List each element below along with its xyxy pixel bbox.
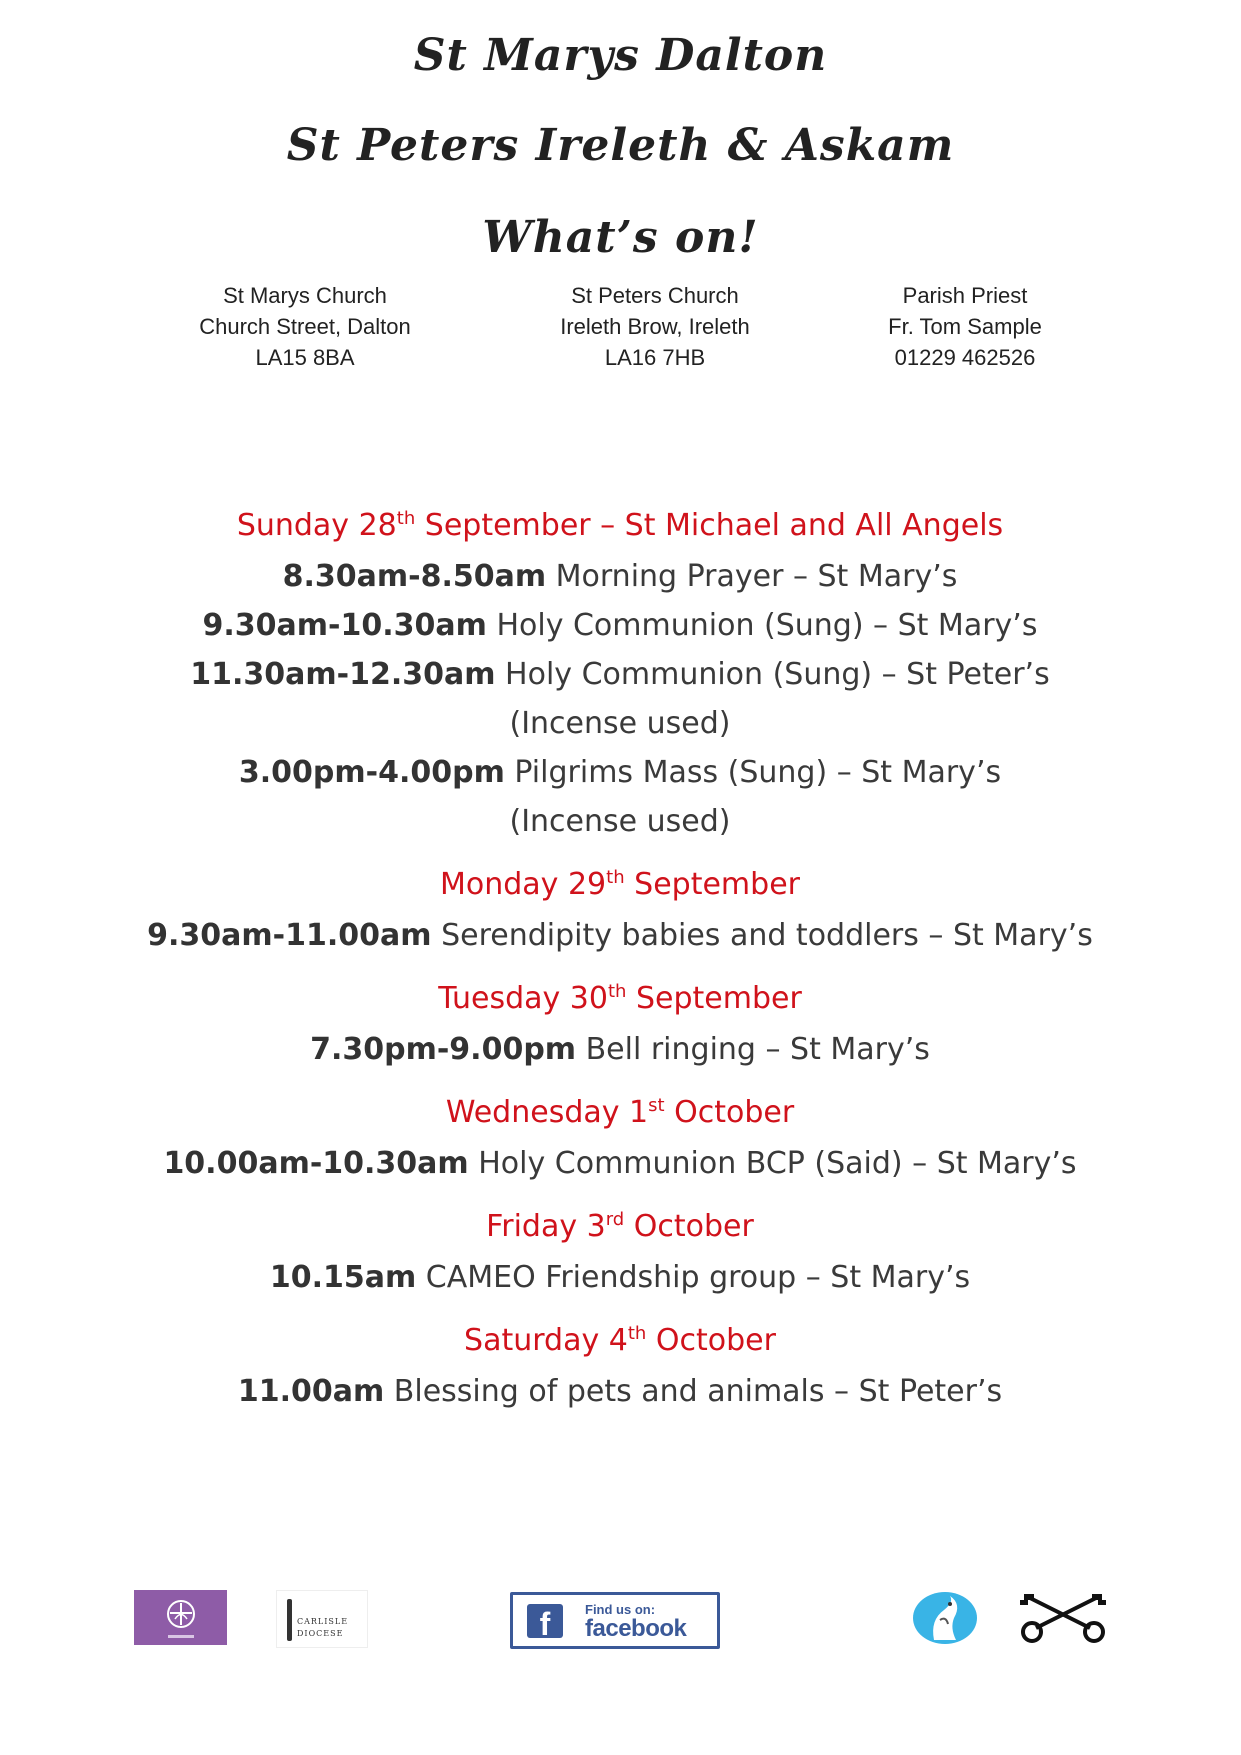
event-description: Blessing of pets and animals – St Peter’s	[384, 1374, 1003, 1409]
event-row	[60, 1139, 1180, 1188]
event-time: 3.00pm-4.00pm	[238, 755, 505, 790]
event-description: (Incense used)	[509, 804, 731, 839]
event-row	[60, 650, 1180, 699]
event-time: 11.00am	[237, 1374, 385, 1409]
event-description: (Incense used)	[509, 706, 731, 741]
event-description: Serendipity babies and toddlers – St Mary’s	[431, 918, 1093, 953]
address-line: Church Street, Dalton	[199, 314, 411, 339]
event-time: 9.30am-11.00am	[147, 918, 432, 953]
event-description: Pilgrims Mass (Sung) – St Mary’s	[504, 755, 1002, 790]
event-time: 11.30am-12.30am	[190, 657, 496, 692]
address-line: LA15 8BA	[255, 345, 355, 370]
events-schedule	[60, 500, 1180, 1429]
day-heading: Wednesday 1st October	[445, 1095, 795, 1130]
day-heading: Tuesday 30th September	[438, 981, 802, 1016]
event-description: Morning Prayer – St Mary’s	[546, 559, 958, 594]
event-row	[60, 911, 1180, 960]
event-time: 10.15am	[269, 1260, 417, 1295]
church-cross-icon	[164, 1597, 198, 1631]
event-description: Holy Communion (Sung) – St Peter’s	[495, 657, 1050, 692]
facebook-icon: f	[527, 1604, 563, 1638]
address-st-peters-church	[490, 280, 820, 373]
day-block-wednesday	[60, 1087, 1180, 1188]
event-row	[60, 552, 1180, 601]
title-st-peters-ireleth-askam: St Peters Ireleth & Askam	[286, 120, 955, 171]
address-line: Parish Priest	[902, 283, 1028, 308]
day-block-saturday	[60, 1315, 1180, 1416]
event-time: 10.00am-10.30am	[163, 1146, 469, 1181]
event-row	[60, 1367, 1180, 1416]
carlisle-word: CARLISLE	[297, 1617, 349, 1626]
address-line: St Marys Church	[223, 283, 387, 308]
day-heading: Monday 29th September	[440, 867, 800, 902]
day-block-sunday	[60, 500, 1180, 846]
church-of-england-logo	[134, 1590, 227, 1645]
event-time: 7.30pm-9.00pm	[310, 1032, 577, 1067]
event-row	[60, 1253, 1180, 1302]
day-block-friday	[60, 1201, 1180, 1302]
event-time: 8.30am-8.50am	[282, 559, 547, 594]
event-time: 9.30am-10.30am	[202, 608, 487, 643]
diocese-word: DIOCESE	[297, 1629, 344, 1638]
event-note	[60, 699, 1180, 748]
logo-caption-mark	[168, 1635, 194, 1638]
crozier-icon	[287, 1599, 292, 1641]
event-description: Holy Communion (Sung) – St Mary’s	[486, 608, 1038, 643]
day-heading: Friday 3rd October	[486, 1209, 754, 1244]
carlisle-diocese-logo	[276, 1590, 368, 1648]
day-heading: Sunday 28th September – St Michael and All Angels	[236, 508, 1004, 543]
facebook-find-us-badge[interactable]	[510, 1592, 720, 1649]
crossed-keys-icon	[1018, 1592, 1108, 1644]
event-row	[60, 748, 1180, 797]
address-line: 01229 462526	[894, 345, 1036, 370]
dove-icon	[910, 1590, 980, 1646]
event-description: Holy Communion BCP (Said) – St Mary’s	[468, 1146, 1077, 1181]
day-heading: Saturday 4th October	[464, 1323, 776, 1358]
day-block-monday	[60, 859, 1180, 960]
address-line: Ireleth Brow, Ireleth	[560, 314, 750, 339]
event-row	[60, 601, 1180, 650]
facebook-wordmark: facebook	[585, 1615, 687, 1642]
address-st-marys-church	[140, 280, 470, 373]
event-row	[60, 1025, 1180, 1074]
address-line: Fr. Tom Sample	[888, 314, 1042, 339]
address-parish-priest	[800, 280, 1130, 373]
event-description: CAMEO Friendship group – St Mary’s	[416, 1260, 971, 1295]
address-line: St Peters Church	[571, 283, 739, 308]
find-us-text: Find us on:	[585, 1602, 656, 1617]
address-line: LA16 7HB	[604, 345, 706, 370]
day-block-tuesday	[60, 973, 1180, 1074]
title-whats-on: What’s on!	[482, 212, 759, 263]
title-st-marys-dalton: St Marys Dalton	[413, 30, 828, 81]
event-note	[60, 797, 1180, 846]
event-description: Bell ringing – St Mary’s	[576, 1032, 930, 1067]
